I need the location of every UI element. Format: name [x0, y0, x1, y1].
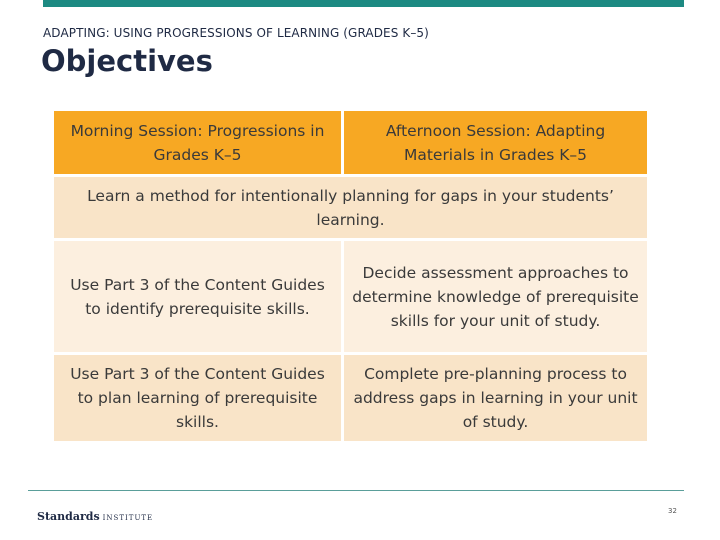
- slide-subtitle: ADAPTING: USING PROGRESSIONS OF LEARNING (GRADES K–5): [43, 26, 429, 40]
- objectives-table: [54, 111, 647, 441]
- logo-light-text: INSTITUTE: [102, 514, 154, 522]
- table-row: [54, 355, 647, 441]
- morning-session-header: Morning Session: Progressions in Grades K–5: [54, 111, 344, 177]
- morning-objective-cell: Use Part 3 of the Content Guides to plan learning of prerequisite skills.: [54, 355, 344, 441]
- footer-divider: [28, 490, 684, 491]
- afternoon-objective-cell: Decide assessment approaches to determine knowledge of prerequisite skills for your unit of study.: [344, 241, 647, 355]
- standards-institute-logo: [37, 505, 153, 524]
- table-header-row: [54, 111, 647, 177]
- table-row: [54, 241, 647, 355]
- logo-bold-text: Standards: [37, 510, 100, 523]
- slide-title: Objectives: [41, 44, 213, 78]
- afternoon-objective-cell: Complete pre-planning process to address gaps in learning in your unit of study.: [344, 355, 647, 441]
- page-number: 32: [668, 507, 677, 515]
- afternoon-session-header: Afternoon Session: Adapting Materials in Grades K–5: [344, 111, 647, 177]
- top-accent-bar: [43, 0, 684, 7]
- morning-objective-cell: Use Part 3 of the Content Guides to identify prerequisite skills.: [54, 241, 344, 355]
- table-row: [54, 177, 647, 241]
- shared-objective-cell: Learn a method for intentionally planning for gaps in your students’ learning.: [54, 177, 647, 241]
